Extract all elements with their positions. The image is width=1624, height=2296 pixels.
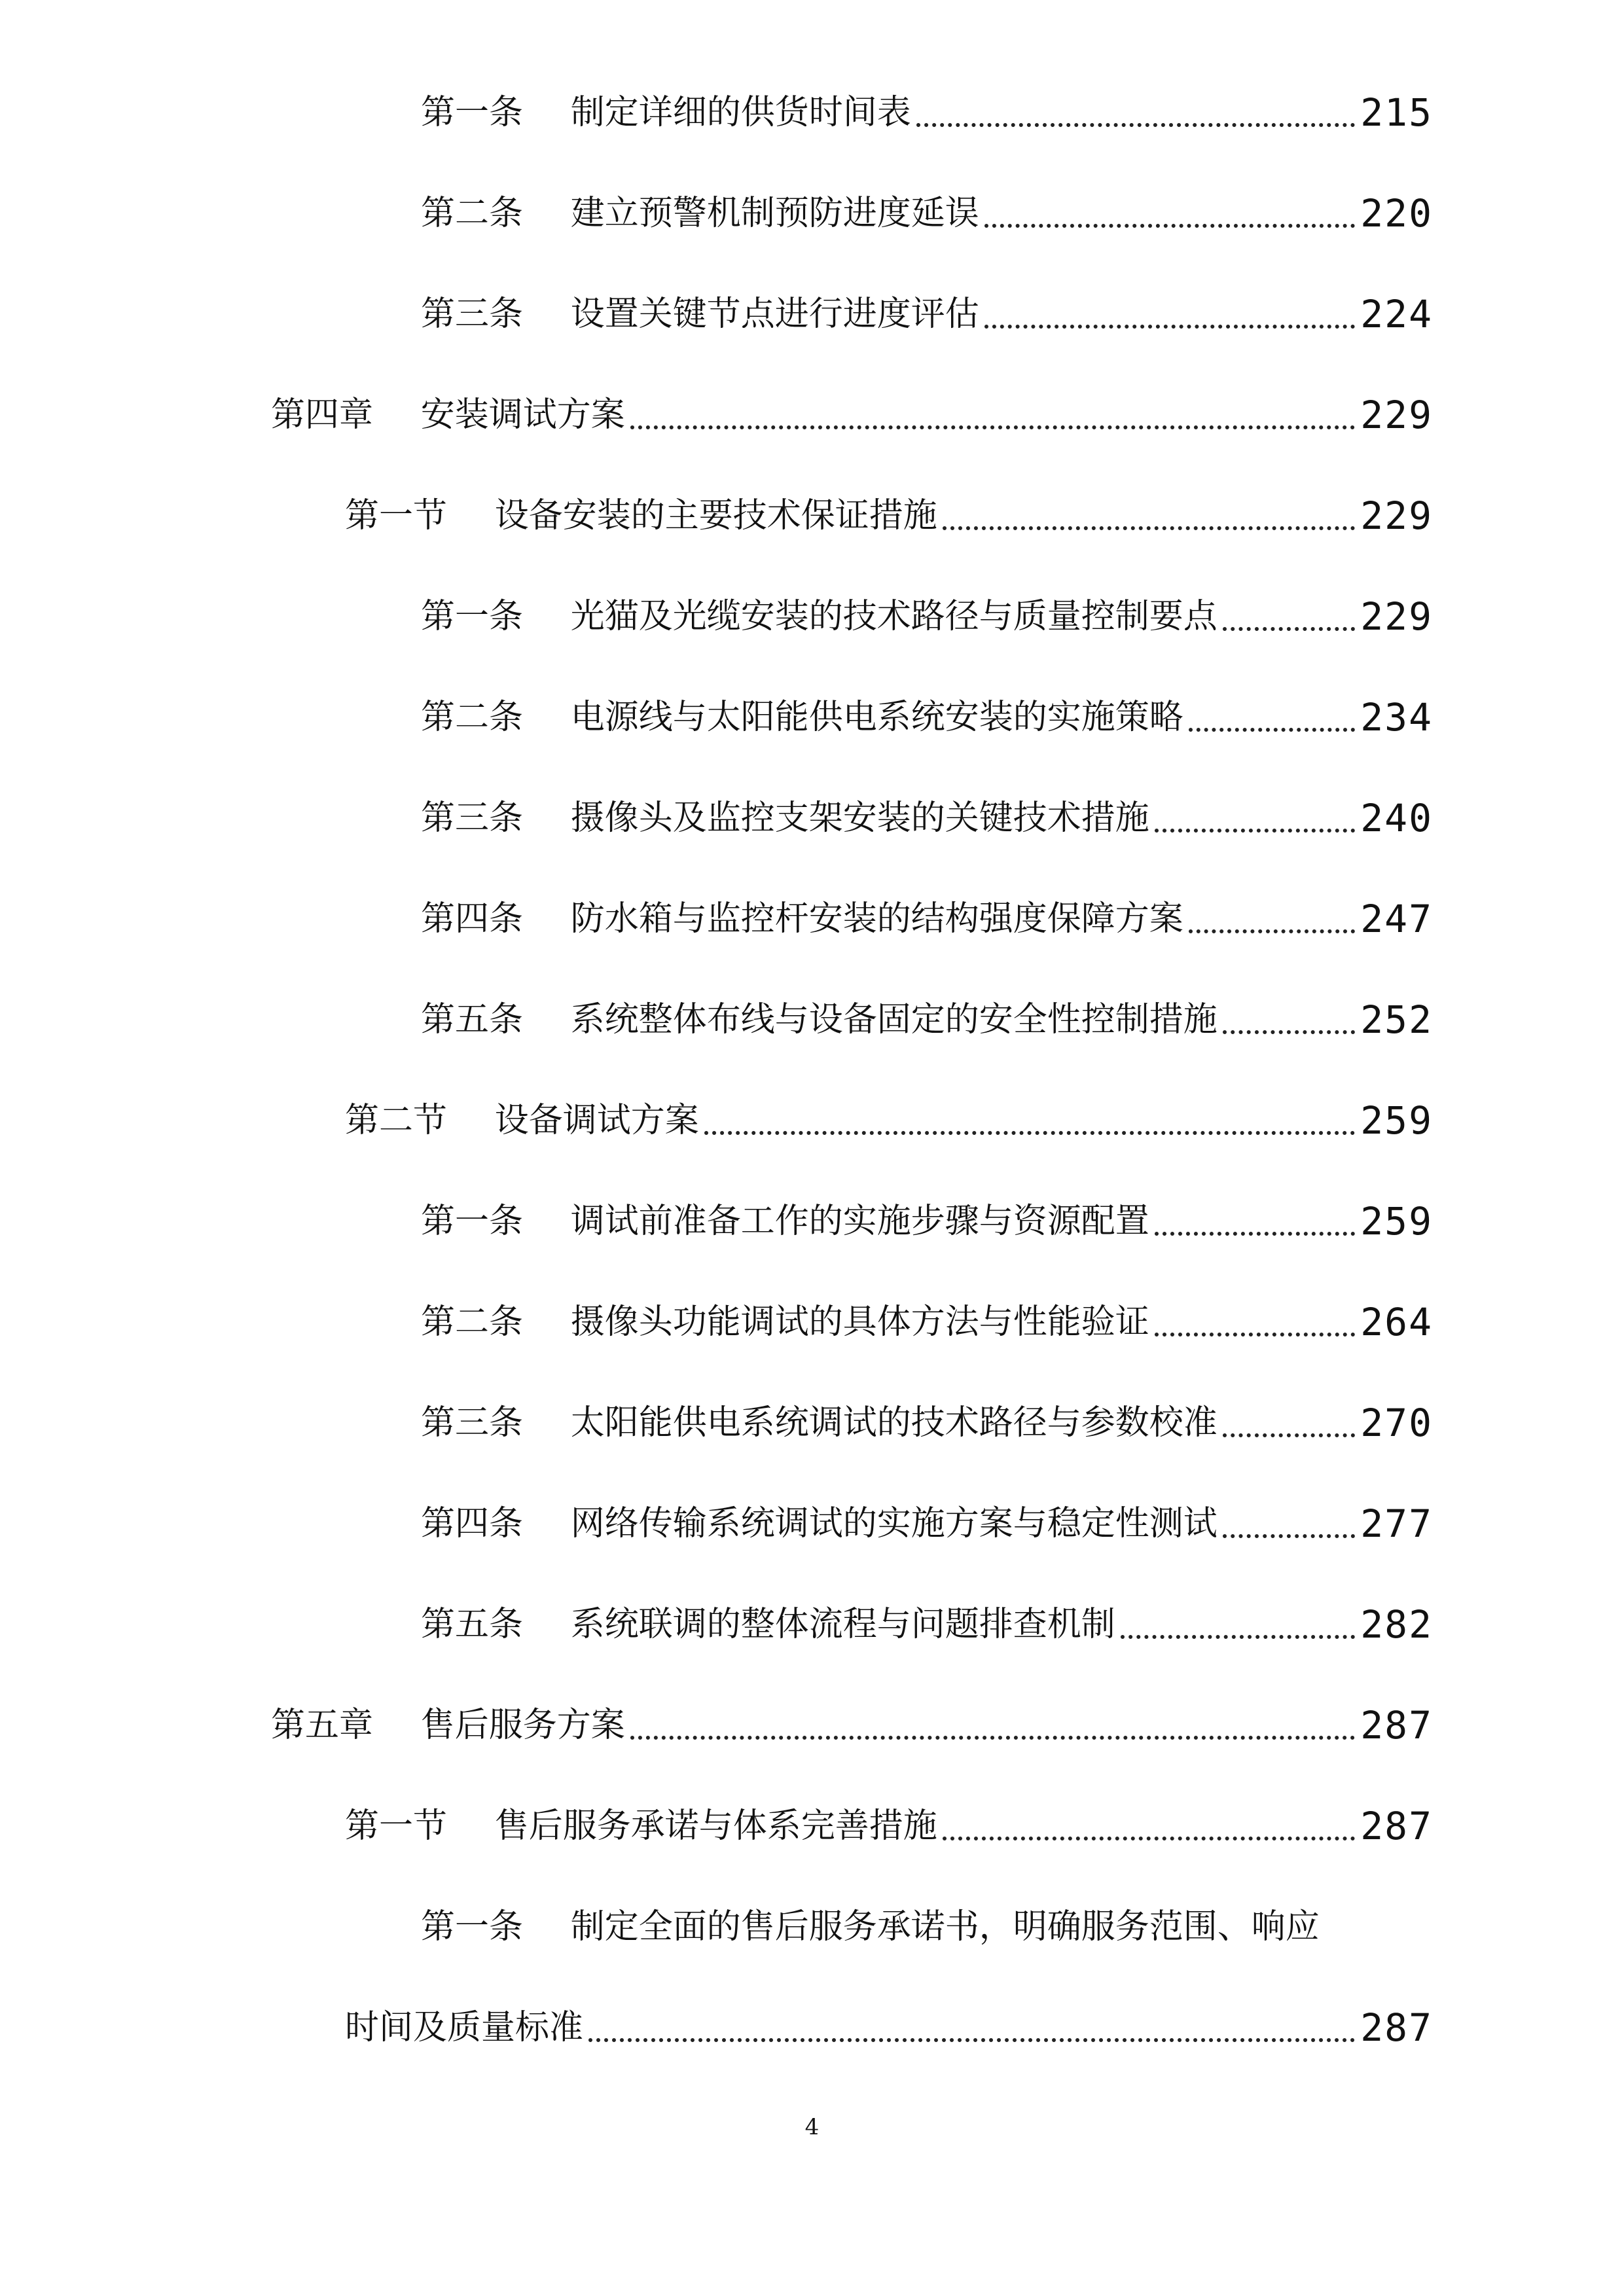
dot-leader [588,2038,1355,2042]
toc-entry-title: 网络传输系统调试的实施方案与稳定性测试 [570,1504,1218,1543]
toc-entry-title: 防水箱与监控杆安装的结构强度保障方案 [570,899,1183,939]
toc-entry-title: 售后服务承诺与体系完善措施 [494,1806,937,1846]
toc-entry[interactable] [421,1195,1433,1247]
toc-entry-number: 第四条 [421,1504,524,1543]
toc-entry-label [421,1498,1218,1550]
toc-entry-label [345,490,937,542]
toc-entry-title: 制定详细的供货时间表 [570,93,911,132]
page-number: 4 [804,2114,820,2140]
toc-entry-title: 系统联调的整体流程与问题排查机制 [570,1605,1115,1644]
toc-entry[interactable] [421,1296,1433,1348]
toc-entry-page: 287 [1360,1804,1433,1848]
toc-entry-title: 售后服务方案 [420,1706,625,1745]
toc-entry-title: 摄像头及监控支架安装的关键技术措施 [570,798,1149,838]
toc-entry-title: 设备调试方案 [494,1101,699,1140]
toc-entry-page: 277 [1360,1501,1433,1546]
toc-entry-title: 太阳能供电系统调试的技术路径与参数校准 [570,1403,1218,1443]
toc-entry-number: 第二条 [421,698,524,737]
toc-entry[interactable] [421,1498,1433,1550]
toc-entry-title: 制定全面的售后服务承诺书，明确服务范围、响应 [570,1907,1320,1946]
toc-entry-label [421,187,979,240]
toc-entry-number: 第四章 [271,395,374,435]
toc-entry-title: 设置关键节点进行进度评估 [570,295,979,334]
toc-entry-number: 第五条 [421,1000,524,1039]
toc-chapter-entry[interactable] [271,389,1433,441]
toc-entry-label [421,1397,1218,1449]
dot-leader [916,123,1355,127]
toc-entry-number: 第三条 [421,798,524,838]
toc-entry-page: 240 [1360,796,1433,840]
toc-entry-number: 第一节 [345,1806,448,1846]
toc-entry-label [345,1800,937,1852]
toc-entry-page: 259 [1360,1098,1433,1143]
toc-entry-page: 287 [1360,2005,1433,2050]
toc-entry-number: 第五章 [271,1706,374,1745]
toc-entry-page: 215 [1360,90,1433,135]
dot-leader [630,1736,1355,1740]
toc-entry-title: 安装调试方案 [420,395,625,435]
toc-entry-page: 229 [1360,393,1433,437]
dot-leader [1155,829,1355,833]
toc-entry-label [421,691,1183,744]
dot-leader [984,325,1355,329]
toc-entry-page: 259 [1360,1199,1433,1244]
dot-leader [1189,929,1355,933]
toc-entry-label [345,1094,699,1147]
toc-entry[interactable] [421,893,1433,945]
toc-entry-label [421,590,1218,643]
toc-entry-title: 系统整体布线与设备固定的安全性控制措施 [570,1000,1218,1039]
toc-entry-number: 第三条 [421,1403,524,1443]
toc-entry-number: 第一条 [421,1907,524,1946]
dot-leader [1223,1433,1355,1437]
toc-entry-number: 第一条 [421,597,524,636]
toc-entry-page: 220 [1360,191,1433,236]
toc-entry-title: 光猫及光缆安装的技术路径与质量控制要点 [570,597,1218,636]
toc-entry-number: 第二节 [345,1101,448,1140]
toc-entry-label [421,1598,1115,1651]
toc-entry[interactable] [421,1598,1433,1651]
dot-leader [630,425,1355,429]
dot-leader [1223,1534,1355,1538]
toc-entry-label [271,1699,625,1751]
dot-leader [943,526,1355,530]
toc-entry-number: 第五条 [421,1605,524,1644]
toc-entry-wrapped-line2[interactable] [345,2001,1433,2054]
toc-entry-label [421,288,979,340]
toc-section-entry[interactable] [345,1800,1433,1852]
toc-entry-label [421,86,911,139]
toc-entry[interactable] [421,288,1433,340]
toc-entry-label [421,994,1218,1046]
toc-entry[interactable] [421,691,1433,744]
dot-leader [984,224,1355,228]
toc-entry-number: 第二条 [421,194,524,233]
toc-entry-page: 224 [1360,292,1433,336]
dot-leader [1223,1030,1355,1034]
toc-entry-page: 234 [1360,695,1433,740]
toc-chapter-entry[interactable] [271,1699,1433,1751]
toc-entry-wrapped-line1[interactable] [421,1901,1320,1953]
toc-entry-label [421,1296,1149,1348]
toc-entry-page: 229 [1360,493,1433,538]
toc-entry-label [271,389,625,441]
dot-leader [1155,1333,1355,1336]
dot-leader [1121,1635,1355,1639]
toc-entry-number: 第四条 [421,899,524,939]
toc-entry[interactable] [421,590,1433,643]
toc-section-entry[interactable] [345,1094,1433,1147]
toc-entry-title: 设备安装的主要技术保证措施 [494,496,937,535]
toc-entry-number: 第二条 [421,1302,524,1342]
toc-entry-title: 摄像头功能调试的具体方法与性能验证 [570,1302,1149,1342]
toc-entry-page: 264 [1360,1300,1433,1344]
toc-entry-number: 第一节 [345,496,448,535]
toc-entry-title: 调试前准备工作的实施步骤与资源配置 [570,1202,1149,1241]
toc-entry[interactable] [421,1397,1433,1449]
toc-entry-page: 229 [1360,594,1433,639]
toc-entry[interactable] [421,86,1433,139]
toc-entry-page: 282 [1360,1602,1433,1647]
toc-entry-number: 第一条 [421,93,524,132]
toc-entry-label [421,893,1183,945]
toc-entry-title: 电源线与太阳能供电系统安装的实施策略 [570,698,1183,737]
toc-entry-number: 第三条 [421,295,524,334]
toc-entry[interactable] [421,187,1433,240]
toc-entry-page: 270 [1360,1401,1433,1445]
toc-entry-page: 252 [1360,997,1433,1042]
dot-leader [704,1131,1355,1135]
toc-entry-label [421,1195,1149,1247]
toc-entry-label [421,792,1149,844]
dot-leader [1223,627,1355,631]
toc-entry-page: 287 [1360,1703,1433,1748]
toc-entry[interactable] [421,792,1433,844]
dot-leader [943,1837,1355,1840]
toc-entry-title-continued: 时间及质量标准 [345,2008,584,2047]
toc-entry[interactable] [421,994,1433,1046]
dot-leader [1155,1232,1355,1236]
toc-section-entry[interactable] [345,490,1433,542]
toc-entry-number: 第一条 [421,1202,524,1241]
toc-entry-title: 建立预警机制预防进度延误 [570,194,979,233]
dot-leader [1189,728,1355,732]
toc-entry-page: 247 [1360,897,1433,941]
